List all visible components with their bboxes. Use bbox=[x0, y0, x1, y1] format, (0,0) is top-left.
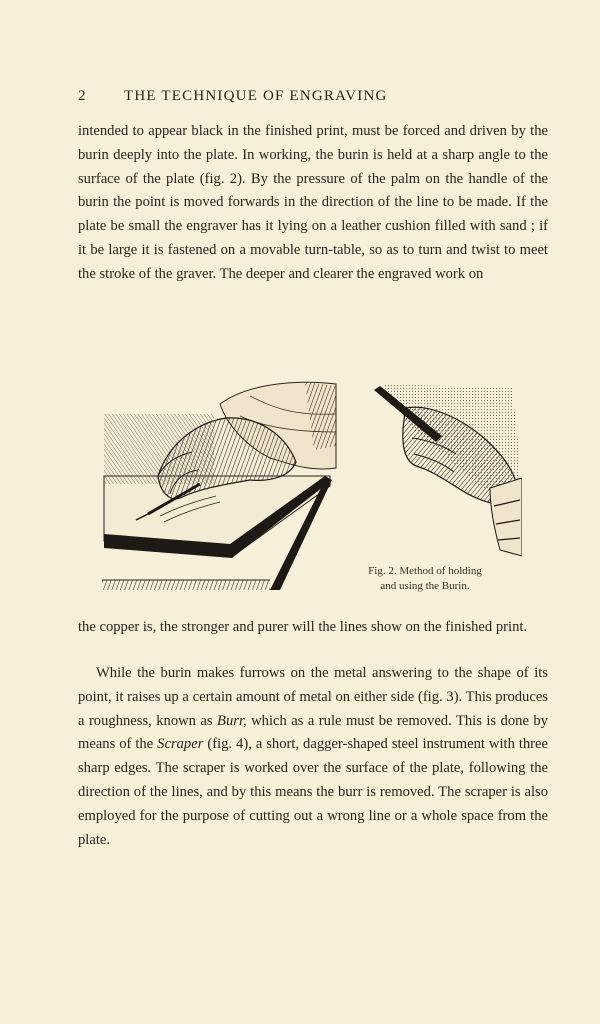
paragraph-3-text-c: (fig. 4), a short, dagger-shaped steel instrument with three sharp edges. The scraper is worked over the surface of the plate, following the direction of the lines, and by this means the burr is removed. The scraper is also employed for the purpose of cutting out a wrong line or a whole space from the plate. bbox=[78, 736, 548, 848]
figure-hand-engraving-illustration bbox=[100, 376, 340, 598]
figure-caption bbox=[330, 564, 520, 594]
caption-line-2: and using the Burin. bbox=[380, 580, 470, 592]
running-title: THE TECHNIQUE OF ENGRAVING bbox=[124, 88, 388, 104]
paragraph-1: intended to appear black in the finished print, must be forced and driven by the burin deeply into the plate. In working, the burin is held at a sharp angle to the surface of the plate (fig. 2). By the pressure of the palm on the handle of the burin the point is moved forwards in the direction of the line to be made. If the plate be small the engraver has it lying on a leather cushion filled with sand ; if it be large it is fastened on a movable turn-table, so as to turn and twist to meet the stroke of the graver. The deeper and clearer the engraved work on bbox=[78, 123, 548, 282]
page-number: 2 bbox=[78, 88, 87, 104]
caption-line-1: Fig. 2. Method of holding bbox=[368, 565, 482, 577]
paragraph-3-text-a: While the burin makes furrows on the metal answering to the shape of its point, it raises up a certain amount of metal on either side (fig. 3). This produces a roughness, known as bbox=[78, 665, 548, 729]
paragraph-2: the copper is, the stronger and purer will the lines show on the finished print. bbox=[78, 619, 528, 635]
running-head bbox=[78, 88, 548, 105]
term-scraper: Scraper bbox=[157, 736, 204, 753]
paragraph-3 bbox=[78, 662, 548, 852]
paragraph-3-text-b: which as a rule must be removed. This is done by means of the bbox=[78, 712, 548, 753]
term-burr: Burr, bbox=[217, 712, 247, 729]
figure-hand-close-up-illustration bbox=[372, 378, 522, 558]
